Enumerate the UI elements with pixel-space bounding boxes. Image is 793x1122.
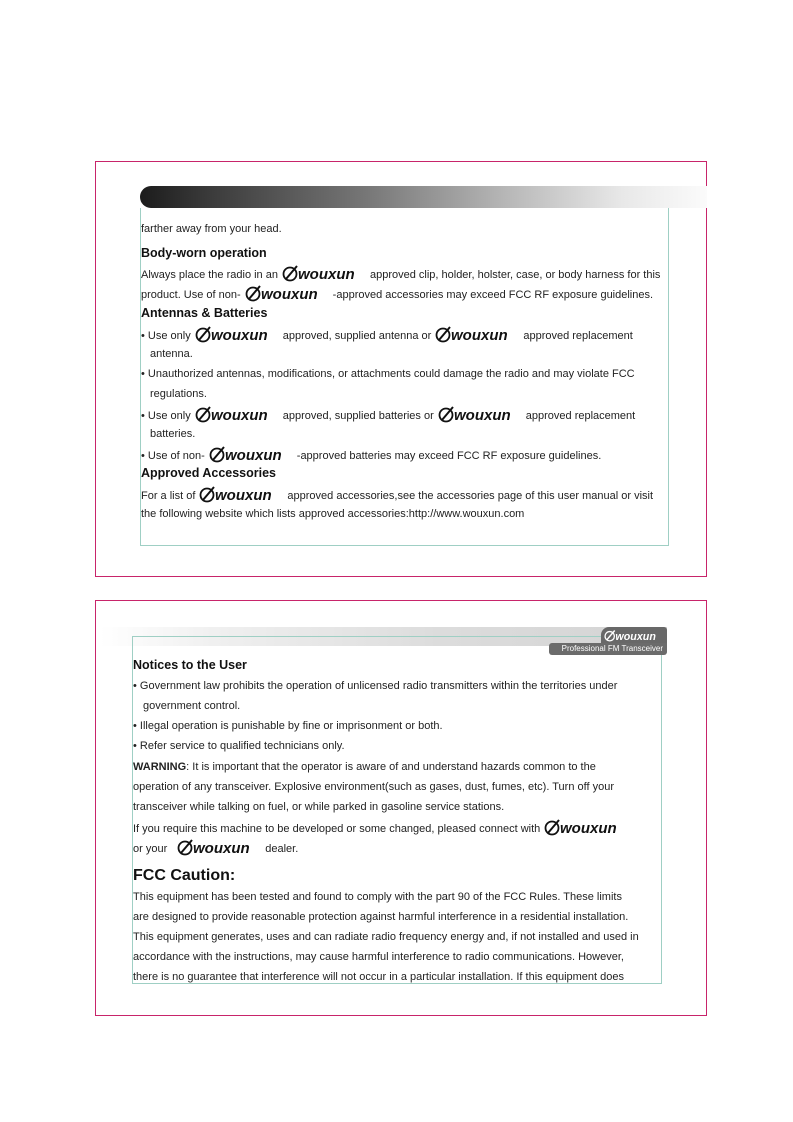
brand-tagline: Professional FM Transceiver xyxy=(549,643,667,655)
text: approved replacement xyxy=(523,329,633,342)
accessories-line-1 xyxy=(141,487,653,505)
text: approved replacement xyxy=(525,409,636,422)
accessories-heading: Approved Accessories xyxy=(141,466,277,480)
fcc-line-1: This equipment has been tested and found to comply with the part 90 of the FCC Rules. These limits xyxy=(133,891,622,903)
wouxun-logo-icon xyxy=(173,838,265,856)
wouxun-logo-icon xyxy=(191,405,283,423)
text: • Use only xyxy=(141,409,191,422)
wouxun-logo-icon xyxy=(241,284,333,302)
request-line-2 xyxy=(133,840,298,858)
text: -approved accessories may exceed FCC RF exposure guidelines. xyxy=(332,288,654,301)
notices-heading: Notices to the User xyxy=(133,658,247,672)
text: • Use of non- xyxy=(141,449,205,462)
body-worn-heading: Body-worn operation xyxy=(141,246,267,260)
body-worn-line-2 xyxy=(141,286,653,304)
page-header-gradient-bar xyxy=(140,186,707,208)
text: approved clip, holder, holster, case, or body harness for this xyxy=(369,268,661,281)
text: -approved batteries may exceed FCC RF exposure guidelines. xyxy=(296,449,602,462)
antennas-bullet-1 xyxy=(141,327,633,345)
wouxun-logo-icon xyxy=(195,485,287,503)
antennas-bullet-3 xyxy=(141,407,635,425)
warning-line-2: operation of any transceiver. Explosive environment(such as gases, dust, fumes, etc). Turn off your xyxy=(133,781,614,793)
brand-tag-top xyxy=(601,627,667,643)
warning-line-1 xyxy=(133,760,596,774)
antennas-bullet-1-cont: antenna. xyxy=(150,348,193,360)
wouxun-logo-icon xyxy=(431,325,523,343)
antennas-bullet-2: • Unauthorized antennas, modifications, or attachments could damage the radio and may violate FCC xyxy=(141,368,635,380)
warning-line-3: transceiver while talking on fuel, or while parked in gasoline service stations. xyxy=(133,801,505,813)
brand-header-tag xyxy=(549,627,667,655)
wouxun-logo-icon xyxy=(205,445,297,463)
notices-bullet-1: • Government law prohibits the operation of unlicensed radio transmitters within the territories under xyxy=(133,680,618,692)
fcc-heading: FCC Caution: xyxy=(133,867,236,884)
fcc-line-2: are designed to provide reasonable protection against harmful interference in a residential installation. xyxy=(133,911,629,923)
fcc-line-3: This equipment generates, uses and can radiate radio frequency energy and, if not installed and used in xyxy=(133,931,639,943)
body-worn-line-1 xyxy=(141,266,660,284)
fcc-line-5: there is no guarantee that interference will not occur in a particular installation. If this equipment does xyxy=(133,971,624,983)
fcc-line-4: accordance with the instructions, may cause harmful interference to radio communications. However, xyxy=(133,951,624,963)
antennas-bullet-3-cont: batteries. xyxy=(150,428,196,440)
text: For a list of xyxy=(141,489,196,502)
wouxun-logo-icon xyxy=(540,818,632,836)
warning-label: WARNING xyxy=(133,761,187,773)
notices-bullet-1-cont: government control. xyxy=(143,700,241,712)
wouxun-logo-icon xyxy=(191,325,283,343)
intro-text: farther away from your head. xyxy=(141,223,282,235)
accessories-line-2: the following website which lists approved accessories:http://www.wouxun.com xyxy=(141,508,525,520)
text: approved accessories,see the accessories page of this user manual or visit xyxy=(287,489,654,502)
text: approved, supplied batteries or xyxy=(282,409,434,422)
antennas-bullet-2-cont: regulations. xyxy=(150,388,207,400)
antennas-heading: Antennas & Batteries xyxy=(141,306,268,320)
text: or your xyxy=(133,842,168,855)
notices-bullet-3: • Refer service to qualified technicians only. xyxy=(133,740,345,752)
request-line-1 xyxy=(133,820,632,838)
text: dealer. xyxy=(265,842,299,855)
text: Always place the radio in an xyxy=(141,268,278,281)
text: If you require this machine to be developed or some changed, pleased connect with xyxy=(133,822,541,835)
text: product. Use of non- xyxy=(141,288,241,301)
text: approved, supplied antenna or xyxy=(282,329,432,342)
wouxun-logo-icon xyxy=(434,405,526,423)
wouxun-logo-icon xyxy=(278,264,370,282)
text: : It is important that the operator is aware of and understand hazards common to the xyxy=(186,761,596,773)
notices-bullet-2: • Illegal operation is punishable by fine or imprisonment or both. xyxy=(133,720,443,732)
antennas-bullet-4 xyxy=(141,447,601,465)
text: • Use only xyxy=(141,329,191,342)
wouxun-logo-icon xyxy=(604,629,664,642)
